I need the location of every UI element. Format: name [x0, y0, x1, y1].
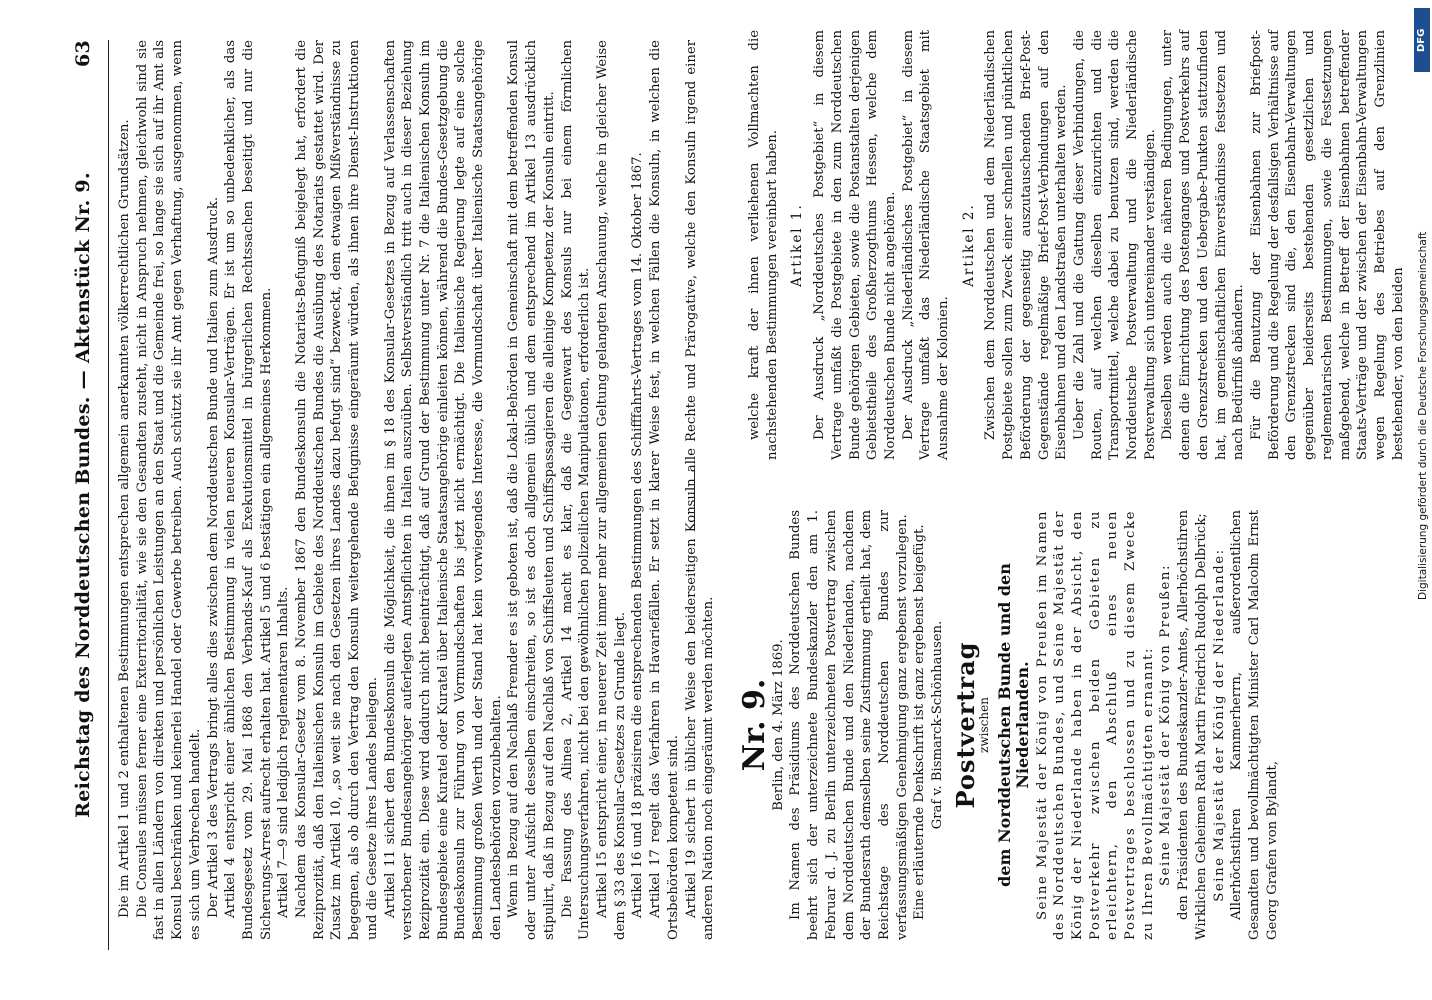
paragraph: Allerhöchstihren Kammerherrn, außerordentlichen Gesandten und bevollmächtigten Minister Carl Malcolm Ernst Georg Grafen von Bylandt, — [1229, 510, 1280, 940]
paragraph: Artikel 17 regelt das Verfahren in Havariefällen. Er setzt in klarer Weise fest, in welchen Fällen die Konsuln, in welchen die Ortsbehörden kompetent sind. — [648, 40, 681, 940]
digitization-credit: Digitalisierung gefördert durch die Deutsche Forschungsgemeinschaft — [1417, 231, 1429, 600]
paragraph: den Präsidenten des Bundeskanzler-Amtes, Allerhöchstihren Wirklichen Geheimen Rath Martin Friedrich Rudolph Delbrück; — [1176, 510, 1209, 940]
paragraph: Dieselben werden auch die näheren Bedingungen, unter denen die Einrichtung des Postenganges und Postverkehrs auf den Grenzstrecken und den Uebergabe-Punkten stattzufinden hat, im gemeinschaftlichen Einverständnisse festsetzen und nach Bedürfniß abändern. — [1160, 30, 1247, 460]
party-heading: Seine Majestät der König der Niederlande: — [1211, 548, 1227, 902]
page-number: 63 — [72, 40, 94, 68]
paragraph: Artikel 7—9 sind lediglich reglementaren Inhalts. — [276, 586, 292, 918]
paragraph: Der Artikel 3 des Vertrags bringt alles dies zwischen dem Norddeutschen Bunde und Italien zum Ausdruck. — [205, 196, 221, 918]
paragraph: Artikel 19 sichert in üblicher Weise den beiderseitigen Konsuln alle Rechte und Prärogative, welche den Konsuln irgend einer anderen Nation noch eingeräumt werden möchten. — [683, 40, 717, 940]
paragraph: Im Namen des Präsidiums des Norddeutschen Bundes beehrt sich der unterzeichnete Bundeskanzler den am 1. Februar d. J. zu Berlin unterzeichneten Postvertrag zwischen dem Norddeutschen Bunde und den Niederlanden, nachdem der Bundesrath demselben seine Zustimmung ertheilt hat, dem Reichstage des Norddeutschen Bundes zur verfassungsmäßigen Genehmigung ganz ergebenst vorzulegen. — [788, 510, 910, 940]
paragraph: Ueber die Zahl und die Gattung dieser Verbindungen, die Routen, auf welchen dieselben einzurichten und die Transportmittel, welche dabei zu benutzen sind, werden die Norddeutsche Postverwaltung und die Niederländische Postverwaltung sich untereinander verständigen. — [1071, 30, 1158, 460]
treaty-title: Postvertrag — [950, 641, 980, 809]
left-column — [737, 510, 1281, 940]
dfg-logo-text: DFG — [1416, 28, 1427, 52]
dateline: Berlin, den 4. März 1869. — [770, 639, 786, 811]
paragraph: Wenn in Bezug auf den Nachlaß Fremder es ist geboten ist, daß die Lokal-Behörden in Gemeinschaft mit dem betreffenden Konsul oder unter Aufsicht desselben einschreiten, so ist es doch allgemein üblich und dem entsprechend im Artikel 13 ausdrücklich stipulirt, daß in Bezug auf den Nachlaß von Schiffsleuten und Schiffspassagieren die alleinige Kompetenz der Konsuln eintritt. — [506, 40, 557, 940]
paragraph: Seine Majestät der König von Preußen im Namen des Norddeutschen Bundes, und Seine Majestät der König der Niederlande haben in der Absicht, den Postverkehr zwischen beiden Gebieten zu erleichtern, den Abschluß eines neuen Postvertrages beschlossen und zu diesem Zwecke zu Ihren Bevollmächtigten ernannt: — [1034, 510, 1156, 940]
paragraph: Die im Artikel 1 und 2 enthaltenen Bestimmungen entsprechen allgemein anerkannten völkerrechtlichen Grundsätzen. — [117, 119, 132, 918]
section-divider — [694, 470, 695, 530]
paragraph: Artikel 16 und 18 präzisiren die entsprechenden Bestimmungen des Schifffahrts-Vertrages vom 14. Oktober 1867. — [630, 152, 646, 918]
paragraph: Nachdem das Konsular-Gesetz vom 8. November 1867 den Bundeskonsuln die Notariats-Befugniß beigelegt hat, erfordert die Reziprozität, daß den Italienischen Konsuln im Gebiete des Norddeutschen Bundes die Ausübung des Notariats gestattet wird. Der Zusatz im Artikel 10, „so weit sie nach den Gesetzen ihres Landes dazu befugt sind“ bezweckt, dem etwaigen Mißverständnisse zu begegnen, als ob durch den Vertrag den Konsuln weitergehende Befugnisse eingeräumt würden, als ihnen ihre Dienst-Instruktionen und die Gesetze ihres Landes beilegen. — [294, 40, 380, 940]
signature: Graf v. Bismarck-Schönhausen. — [930, 620, 946, 830]
running-header — [68, 40, 109, 950]
paragraph: Der Ausdruck „Niederländisches Postgebiet“ in diesem Vertrage umfaßt das Niederländische Staatsgebiet mit Ausnahme der Kolonien. — [900, 30, 952, 460]
paragraph: Die Fassung des Alinea 2, Artikel 14 macht es klar, daß die Gegenwart des Konsuls nur bei einem förmlichen Untersuchungsverfahren, nicht bei den gewöhnlichen polizeilichen Manipulationen, erforderlich ist. — [559, 40, 593, 940]
paragraph: welche kraft der ihnen verliehenen Vollmachten die nachstehenden Bestimmungen vereinbart haben. — [747, 30, 780, 460]
upper-text-block — [116, 40, 718, 940]
document-number: Nr. 9. — [737, 678, 772, 772]
treaty-parties: dem Norddeutschen Bunde und den Niederlanden. — [995, 563, 1032, 887]
article-heading: Artikel 2. — [960, 203, 977, 287]
paragraph: Eine erläuternde Denkschrift ist ganz ergebenst beigefügt. — [912, 524, 928, 920]
right-column — [746, 30, 1407, 460]
paragraph: Für die Benutzung der Eisenbahnen zur Briefpost-Beförderung und die Regelung der desfallsigen Verhältnisse auf den Grenzstrecken sind die, den Eisenbahn-Verwaltungen gegenüber beiderseits bestehenden gesetzlichen und reglementarischen Bestimmungen, sowie die Festsetzungen maßgebend, welche in Betreff der Eisenbahnen betreffender Staats-Verträge und der zwischen der Eisenbahn-Verwaltungen wegen Regelung des Betriebes auf den Grenzlinien bestehender, von den beiden — [1248, 30, 1406, 460]
party-heading: Seine Majestät der König von Preußen: — [1158, 563, 1174, 887]
paragraph: Artikel 15 entspricht einer, in neuerer Zeit immer mehr zur allgemeinen Geltung gelangten Anschauung, welche in gleicher Weise dem § 33 des Konsular-Gesetzes zu Grunde liegt. — [594, 40, 628, 940]
treaty-between: zwischen — [977, 697, 992, 753]
paragraph: Artikel 11 sichert den Bundeskonsuln die Möglichkeit, die ihnen im § 18 des Konsular-Gesetzes in Bezug auf Verlassenschaften verstorbener Bundesangehöriger auferlegten Amtspflichten in Italien auszuüben. Selbstverständlich tritt auch in dieser Beziehung Reziprozität ein. Diese wird dadurch nicht beeinträchtigt, daß auf Grund der Bestimmung unter Nr. 7 die Italienischen Konsuln im Bundesgebiete eine Kuratel oder Kuratel über Italienische Staatsangehörige einleiten können, während die Bundes-Gesetzgebung die Bundeskonsuln zur Führung von Vormundschaften bis jetzt nicht ermächtigt. Die Italienische Regierung legte auf eine solche Bestimmung großen Werth und der Stand hat kein vorwiegendes Interesse, die Vormundschaft über Italienische Staatsangehörige den Landesbehörden vorzubehalten. — [382, 40, 504, 940]
document-page — [16, 0, 1416, 1000]
paragraph: Zwischen dem Norddeutschen und dem Niederländischen Postgebiete sollen zum Zweck einer schnellen und pünktlichen Beförderung der gegenseitig auszutauschenden Brief-Post-Gegenstände regelmäßige Brief-Post-Verbindungen auf den Eisenbahnen und den Landstraßen unterhalten werden. — [983, 30, 1070, 460]
paragraph: Der Ausdruck „Norddeutsches Postgebiet“ in diesem Vertrage umfaßt die Postgebiete in den zum Norddeutschen Bunde gehörigen Gebieten, sowie die Postanstalten derjenigen Gebietstheile des Großherzogthums Hessen, welche dem Norddeutschen Bunde nicht angehören. — [812, 30, 898, 460]
paragraph: Artikel 4 entspricht einer ähnlichen Bestimmung in vielen neueren Konsular-Verträgen. Er ist um so unbedenklicher, als das Bundesgesetz vom 29. Mai 1868 den Verbands-Kauf als Exekutionsmittel in bürgerlichen Rechtssachen beseitigt und nur die Sicherungs-Arrest aufrecht erhalten hat. Artikel 5 und 6 bestätigen ein allgemeines Herkommen. — [223, 40, 274, 940]
paragraph: Die Consules müssen ferner eine Exterritorialität, wie sie den Gesandten zusteht, nicht in Anspruch nehmen, gleichwohl sind sie fast in allen Ländern von direkten und persönlichen Leistungen an den Staat und die Gemeinde frei, so lange sie sich auf ihr Amt als Konsul beschränken und keinerlei Handel oder Gewerbe betreiben. Auch schützt sie ihr Amt gegen Verhaftung, ausgenommen, wenn es sich um Verbrechen handelt. — [134, 40, 203, 940]
header-title: Reichstag des Norddeutschen Bundes. — Aktenstück Nr. 9. — [72, 172, 94, 818]
article-heading: Artikel 1. — [789, 203, 806, 287]
